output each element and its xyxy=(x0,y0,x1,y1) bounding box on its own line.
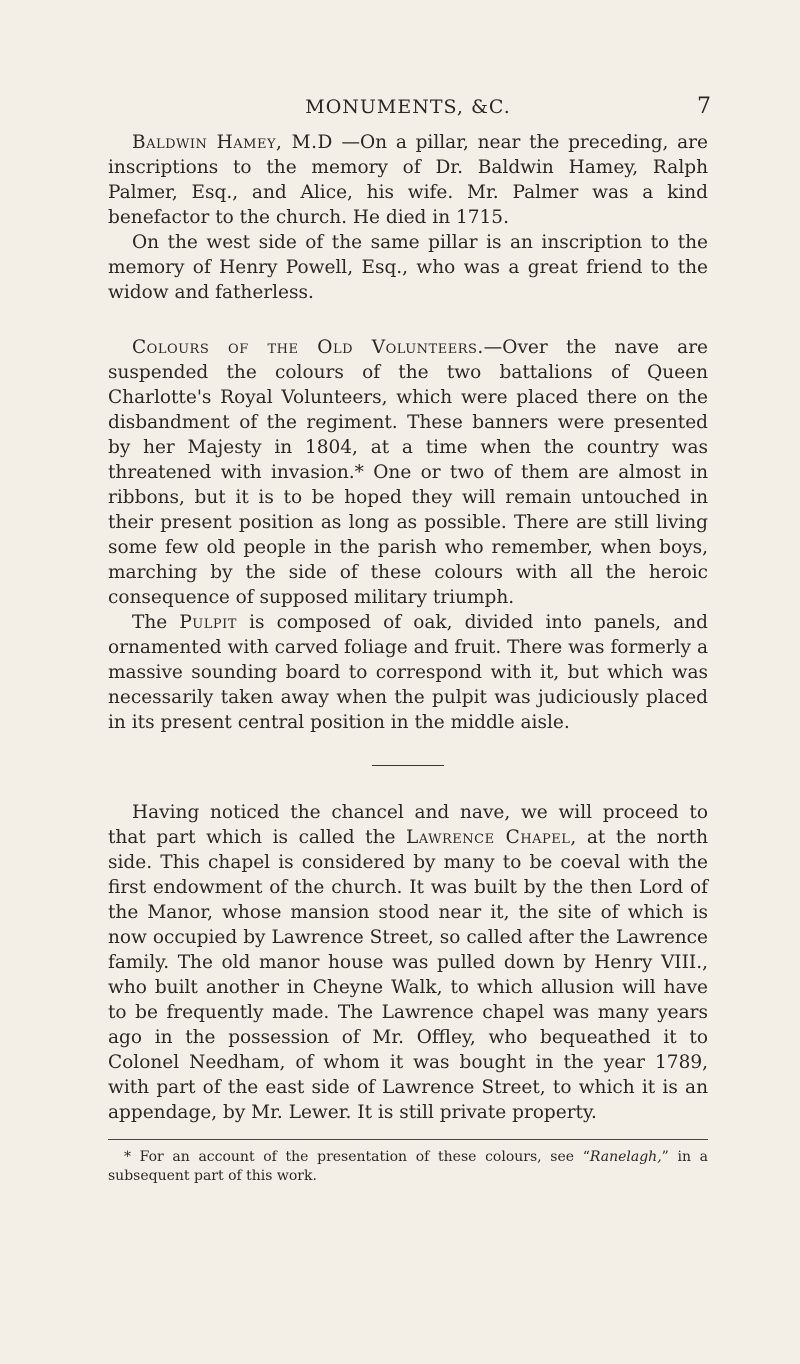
paragraph-pulpit xyxy=(108,610,708,735)
footnote-divider xyxy=(108,1139,708,1140)
paragraph-pre: Having noticed the chancel and nave, we will proceed to that part which is called the xyxy=(108,802,708,848)
book-page xyxy=(108,94,712,1186)
paragraph-lead: Pulpit xyxy=(179,612,237,633)
paragraph-pre: The xyxy=(132,612,180,633)
running-head xyxy=(108,94,712,130)
footnote-title: Ranelagh, xyxy=(589,1149,662,1165)
paragraph-text: —On a pillar, near the preceding, are inscriptions to the memory of Dr. Baldwin Hamey, Ralph Palmer, Esq., and Alice, his wife. Mr. Palmer was a kind benefactor to the church. He died in 1715. xyxy=(108,132,708,228)
paragraph-text: is composed of oak, divided into panels, and ornamented with carved foliage and fruit. There was formerly a massive sounding board to correspond with it, but which was necessarily taken away when the pulpit was judiciously placed in its present central position in the middle aisle. xyxy=(108,612,708,733)
paragraph-text: —Over the nave are suspended the colours of the two battalions of Queen Charlotte's Royal Volunteers, which were placed there on the disbandment of the regiment. These banners were presented by her Majesty in 1804, at a time when the country was threatened with invasion.* One or two of them are almost in ribbons, but it is to be hoped they will remain untouched in their present position as long as possible. There are still living some few old people in the parish who remember, when boys, marching by the side of these colours with all the heroic consequence of supposed military triumph. xyxy=(108,337,709,608)
paragraph-lead: Lawrence Chapel xyxy=(406,827,571,848)
section-divider xyxy=(372,765,444,766)
paragraph-baldwin-hamey xyxy=(108,130,708,230)
paragraph-text: On the west side of the same pillar is an inscription to the memory of Henry Powell, Esq., who was a great friend to the widow and fatherless. xyxy=(108,232,708,303)
paragraph-lead: Baldwin Hamey, M.D xyxy=(132,132,333,153)
footnote xyxy=(108,1148,708,1186)
running-title: MONUMENTS, &C. xyxy=(305,96,511,118)
footnote-pre: * For an account of the presentation of these colours, see “ xyxy=(124,1149,590,1165)
paragraph-old-volunteers xyxy=(108,335,708,610)
paragraph-lawrence-chapel xyxy=(108,800,708,1125)
page-number: 7 xyxy=(697,94,712,119)
footnote-post: ” in a subsequent part of this work. xyxy=(108,1149,708,1184)
paragraph-lead: Colours of the Old Volunteers. xyxy=(132,337,484,358)
paragraph-henry-powell xyxy=(108,230,708,305)
paragraph-text: , at the north side. This chapel is considered by many to be coeval with the first endowment of the church. It was built by the then Lord of the Manor, whose mansion stood near it, the site of which is now occupied by Lawrence Street, so called after the Lawrence family. The old manor house was pulled down by Henry VIII., who built another in Cheyne Walk, to which allusion will have to be frequently made. The Lawrence chapel was many years ago in the possession of Mr. Offley, who bequeathed it to Colonel Needham, of whom it was bought in the year 1789, with part of the east side of Lawrence Street, to which it is an appendage, by Mr. Lewer. It is still private property. xyxy=(108,827,708,1123)
